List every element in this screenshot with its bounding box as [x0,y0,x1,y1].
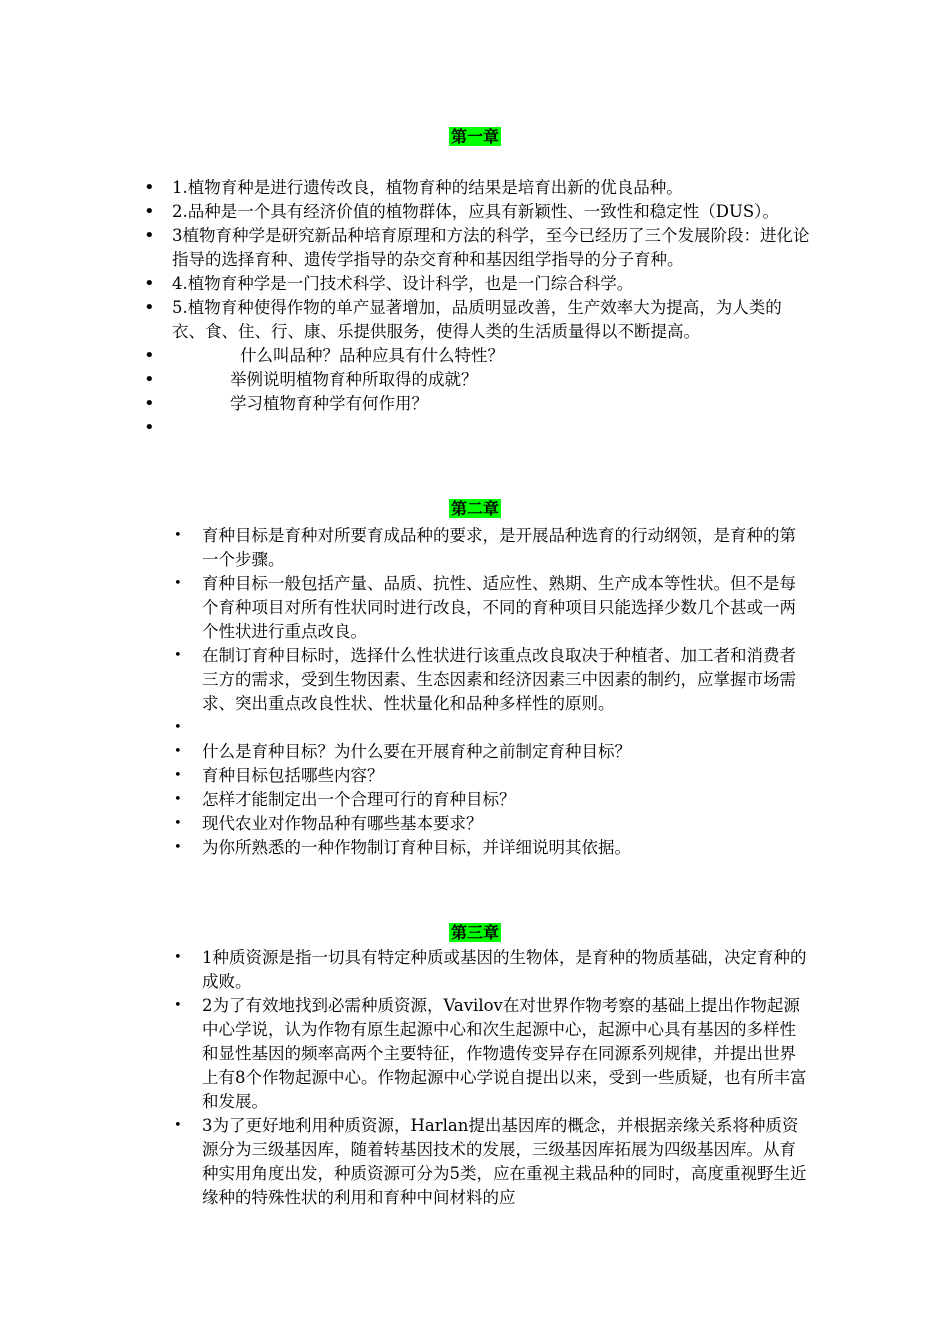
chapter-3-title: 第三章 [450,923,499,942]
bullet-icon: • [144,225,155,246]
list-item [144,200,812,224]
list-item [144,368,812,392]
list-item-text: 4.植物育种学是一门技术科学、设计科学，也是一门综合科学。 [172,274,634,293]
bullet-icon: • [174,576,182,591]
list-item-text: 举例说明植物育种所取得的成就？ [230,370,478,389]
bullet-icon: • [144,345,155,366]
chapter-1-title: 第一章 [450,127,499,146]
bullet-icon: • [144,297,155,318]
list-item [174,946,812,994]
list-item-text: 1种质资源是指一切具有特定种质或基因的生物体，是育种的物质基础，决定育种的成败。 [202,948,807,991]
list-item-text: 2为了有效地找到必需种质资源，Vavilov在对世界作物考察的基础上提出作物起源中心学说，认为作物有原生起源中心和次生起源中心，起源中心具有基因的多样性和显性基因的频率高两个主要特征，作物遗传变异存在同源系列规律，并提出世界上有8个作物起源中心。作物起源中心学说自提出以来，受到一些质疑，也有所丰富和发展。 [202,996,807,1111]
bullet-icon: • [174,840,182,855]
bullet-icon: • [144,273,155,294]
list-item-text: 1.植物育种是进行遗传改良，植物育种的结果是培育出新的优良品种。 [172,178,683,197]
list-item [174,788,812,812]
list-item [174,572,812,644]
list-item [144,344,812,368]
list-item [174,812,812,836]
list-item-text: 3为了更好地利用种质资源，Harlan提出基因库的概念，并根据亲缘关系将种质资源分为三级基因库，随着转基因技术的发展，三级基因库拓展为四级基因库。从育种实用角度出发，种质资源可分为5类，应在重视主栽品种的同时，高度重视野生近缘种的特殊性状的利用和育种中间材料的应 [202,1116,807,1207]
list-item-text: 什么叫品种？品种应具有什么特性？ [240,346,504,365]
list-item [174,644,812,716]
bullet-icon: • [144,177,155,198]
bullet-icon: • [174,768,182,783]
chapter-2-heading [0,498,950,520]
list-item-text: 怎样才能制定出一个合理可行的育种目标？ [202,790,516,809]
list-item-text: 在制订育种目标时，选择什么性状进行该重点改良取决于种植者、加工者和消费者三方的需求，受到生物因素、生态因素和经济因素三中因素的制约，应掌握市场需求、突出重点改良性状、性状量化和品种多样性的原则。 [202,646,796,713]
list-item-text: 学习植物育种学有何作用？ [230,394,428,413]
list-item-text: 3植物育种学是研究新品种培育原理和方法的科学，至今已经历了三个发展阶段：进化论指导的选择育种、遗传学指导的杂交育种和基因组学指导的分子育种。 [172,226,810,269]
chapter-2-list [174,524,812,860]
list-item-text: 育种目标包括哪些内容？ [202,766,384,785]
list-item [174,740,812,764]
chapter-1-heading [0,126,950,148]
bullet-icon: • [174,792,182,807]
list-item [174,994,812,1114]
bullet-icon: • [174,744,182,759]
list-item [174,764,812,788]
bullet-icon: • [144,201,155,222]
list-item [144,272,812,296]
bullet-icon: • [174,528,182,543]
bullet-icon: • [174,648,182,663]
bullet-icon: • [174,720,182,735]
list-item-text: 什么是育种目标？为什么要在开展育种之前制定育种目标？ [202,742,631,761]
bullet-icon: • [174,1118,182,1133]
list-item-text: 为你所熟悉的一种作物制订育种目标，并详细说明其依据。 [202,838,631,857]
chapter-2-title: 第二章 [450,499,499,518]
list-item [174,716,812,740]
list-item-text: 5.植物育种使得作物的单产显著增加，品质明显改善，生产效率大为提高，为人类的衣、食、住、行、康、乐提供服务，使得人类的生活质量得以不断提高。 [172,298,782,341]
chapter-1-list [144,176,812,440]
list-item [144,296,812,344]
bullet-icon: • [174,998,182,1013]
list-item [144,416,812,440]
list-item-text: 育种目标一般包括产量、品质、抗性、适应性、熟期、生产成本等性状。但不是每个育种项目对所有性状同时进行改良，不同的育种项目只能选择少数几个甚或一两个性状进行重点改良。 [202,574,796,641]
chapter-3-list [174,946,812,1210]
list-item [174,836,812,860]
bullet-icon: • [174,950,182,965]
bullet-icon: • [144,417,155,438]
list-item-text: 现代农业对作物品种有哪些基本要求？ [202,814,483,833]
bullet-icon: • [144,393,155,414]
list-item [144,392,812,416]
list-item [144,176,812,200]
list-item-text: 2.品种是一个具有经济价值的植物群体，应具有新颖性、一致性和稳定性（DUS）。 [172,202,779,221]
list-item [174,524,812,572]
bullet-icon: • [174,816,182,831]
list-item [174,1114,812,1210]
list-item-text: 育种目标是育种对所要育成品种的要求，是开展品种选育的行动纲领，是育种的第一个步骤。 [202,526,796,569]
list-item [144,224,812,272]
bullet-icon: • [144,369,155,390]
chapter-3-heading [0,922,950,944]
